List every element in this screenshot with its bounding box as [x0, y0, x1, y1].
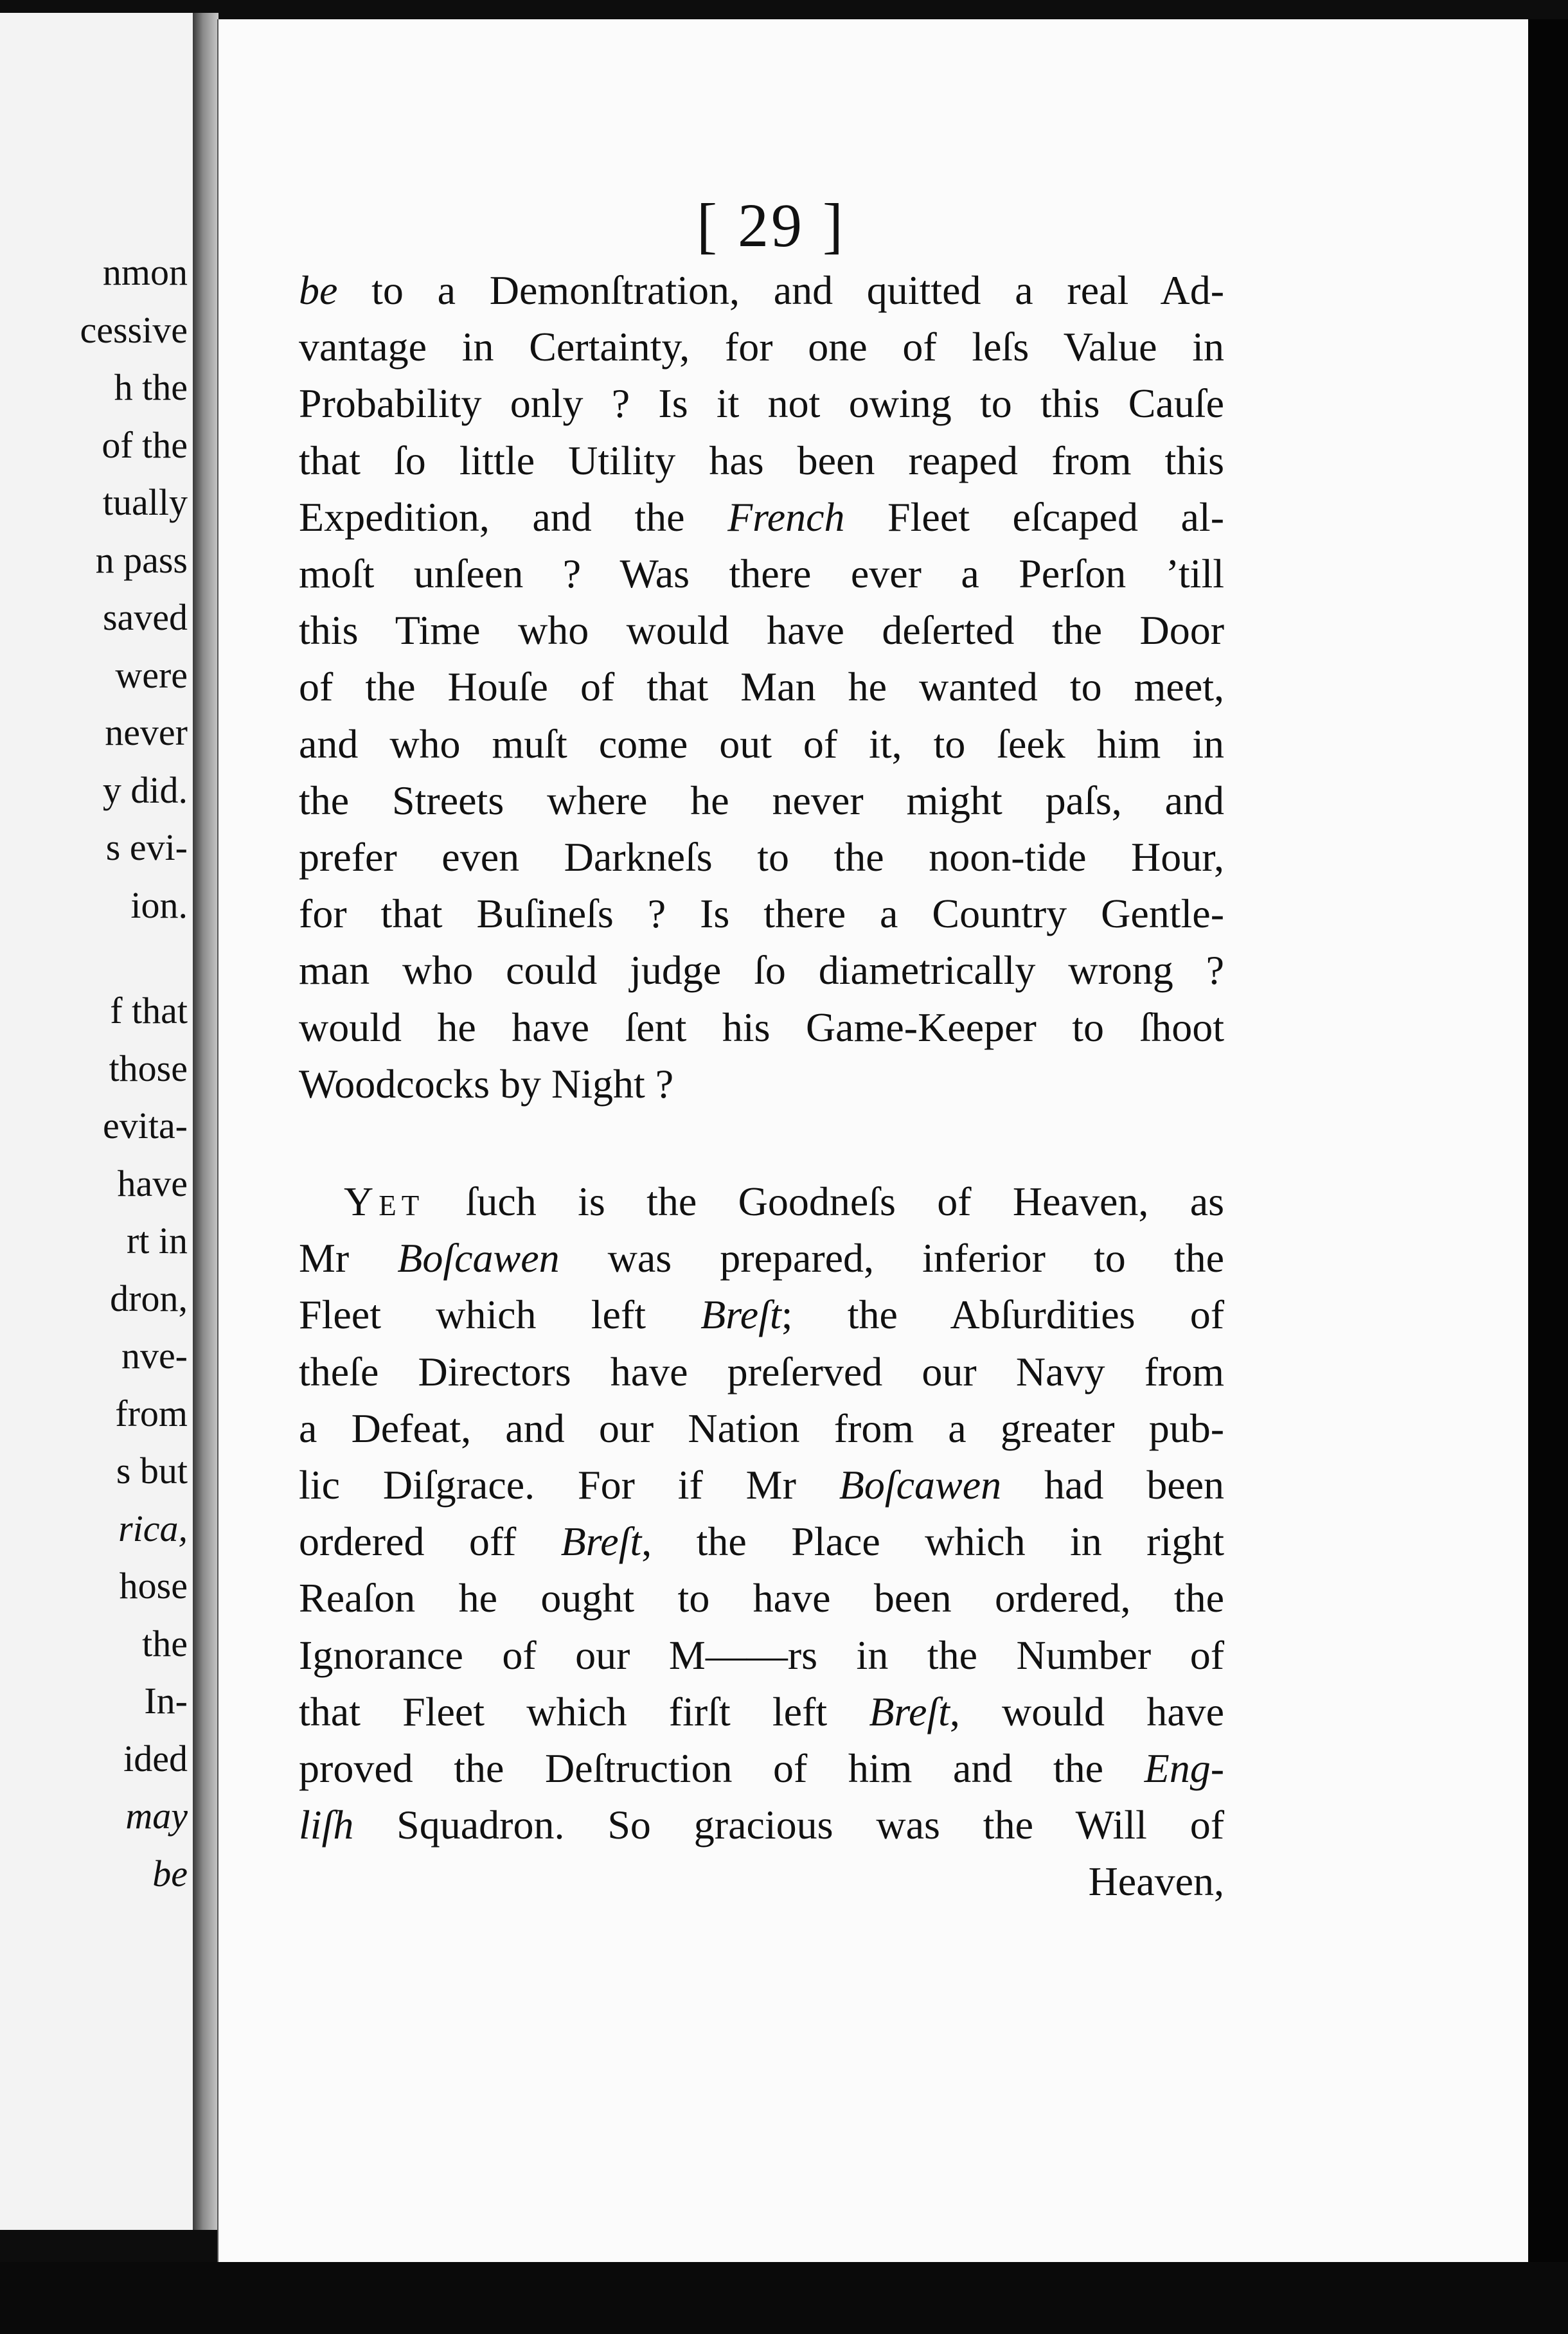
catchword: Heaven, — [1088, 1858, 1224, 1905]
left-page-text-fragment: be — [152, 1852, 188, 1894]
text-line — [299, 1292, 1224, 1338]
left-page-text-fragment: dron, — [110, 1277, 188, 1319]
text-line — [299, 1235, 1225, 1281]
italic-text: Boſcawen — [397, 1235, 560, 1281]
text-run: a Defeat, and our Nation from a greater pub- — [299, 1405, 1224, 1451]
text-run: Fleet eſcaped al- — [844, 494, 1224, 540]
text-run: Probability only ? Is it not owing to this Cauſe — [299, 380, 1224, 427]
text-line — [299, 891, 1224, 937]
text-line — [299, 326, 1224, 368]
text-run: theſe Directors have preſerved our Navy from — [299, 1348, 1224, 1394]
text-run: Mr — [299, 1235, 398, 1281]
text-run: moſt unſeen ? Was there ever a Perſon ’till — [299, 551, 1224, 596]
text-run: , the Place which in right — [641, 1519, 1225, 1565]
text-line — [299, 834, 1224, 880]
text-line — [299, 1632, 1224, 1678]
page-number: [ 29 ] — [697, 191, 846, 260]
text-run: prefer even Darkneſs to the noon-tide Hour, — [299, 834, 1224, 880]
text-line — [299, 1348, 1224, 1394]
text-run: , would have — [949, 1688, 1225, 1734]
text-run: Expedition, and the — [299, 494, 728, 540]
text-line — [299, 607, 1224, 654]
text-run: ; the Abſurdities of — [781, 1292, 1224, 1338]
text-run: Woodcocks by Night ? — [299, 1060, 674, 1107]
text-line — [299, 1575, 1224, 1621]
left-page-text-fragment: of the — [102, 423, 188, 466]
italic-text: Eng- — [1144, 1745, 1224, 1791]
text-run: of the Houſe of that Man he wanted to meet, — [299, 664, 1224, 710]
italic-text: Boſcawen — [839, 1462, 1002, 1508]
left-page-text-fragment: n pass — [95, 539, 188, 581]
text-line — [299, 720, 1224, 767]
left-page-text-fragment: saved — [102, 596, 188, 638]
text-line — [299, 1519, 1225, 1565]
left-page-text-fragment: f that — [110, 990, 188, 1031]
left-page-text-fragment: may — [125, 1795, 188, 1837]
text-run: would he have ſent his Game-Keeper to ſhoot — [299, 1004, 1224, 1050]
left-page-text-fragment: nmon — [102, 251, 188, 293]
italic-text: liſh — [299, 1802, 354, 1848]
text-run: the Streets where he never might paſs, and — [299, 777, 1224, 823]
left-page-text-fragment: h the — [114, 366, 188, 408]
text-line — [299, 1004, 1224, 1050]
text-line — [299, 437, 1224, 483]
italic-text: be — [299, 267, 338, 313]
text-line — [299, 1745, 1224, 1791]
text-line — [299, 777, 1224, 823]
text-line — [344, 1181, 1224, 1222]
left-page-text-fragment: evita- — [102, 1105, 188, 1146]
text-run: ſuch is the Goodneſs of Heaven, as — [424, 1179, 1224, 1224]
left-page-text-fragment: ided — [123, 1737, 188, 1779]
left-page-text-fragment: hose — [119, 1565, 188, 1607]
text-run: Reaſon he ought to have been ordered, the — [299, 1575, 1224, 1621]
text-line — [299, 494, 1224, 540]
left-page-text-fragment: rica, — [118, 1507, 188, 1549]
left-page-text-fragment: never — [105, 711, 188, 753]
left-page-text-fragment: s but — [116, 1450, 188, 1492]
scan-border — [0, 2262, 1568, 2334]
text-line — [299, 267, 1224, 313]
text-run: proved the Deſtruction of him and the — [299, 1745, 1145, 1791]
text-run: had been — [1001, 1462, 1224, 1508]
text-run: that ſo little Utility has been reaped from this — [299, 437, 1224, 483]
text-run: ordered off — [299, 1519, 561, 1565]
text-line — [299, 1462, 1224, 1508]
left-page-text-fragment: s evi- — [105, 826, 188, 868]
left-page-text-fragment: tually — [102, 481, 188, 523]
italic-text: Breſt — [700, 1292, 781, 1338]
left-page-text-fragment: rt in — [126, 1220, 188, 1261]
left-page-text-fragment: were — [115, 654, 188, 696]
text-run: to a Demonſtration, and quitted a real Ad- — [337, 267, 1224, 313]
left-page-text-fragment: y did. — [102, 769, 188, 811]
text-line — [299, 1060, 1224, 1107]
page-edge-shadow — [1528, 19, 1568, 2275]
left-page-text-fragment: those — [109, 1047, 188, 1089]
text-run: Fleet which left — [299, 1292, 701, 1338]
text-line — [299, 553, 1224, 594]
book-gutter — [193, 13, 218, 2230]
left-page-text-fragment: In- — [144, 1680, 188, 1722]
text-run: man who could judge ſo diametrically wrong ? — [299, 947, 1224, 993]
italic-text: Breſt — [560, 1519, 642, 1565]
left-page-text-fragment: nve- — [121, 1335, 188, 1376]
left-page-text-fragment: cessive — [80, 308, 188, 351]
left-page-text-fragment: have — [117, 1162, 188, 1204]
text-run: lic Diſgrace. For if Mr — [299, 1462, 839, 1508]
text-run: Ignorance of our M——rs in the Number of — [299, 1632, 1224, 1678]
text-run: for that Buſineſs ? Is there a Country Gentle- — [299, 891, 1224, 937]
left-page-text-fragment: ion. — [130, 884, 188, 926]
text-run: that Fleet which firſt left — [299, 1688, 869, 1734]
text-run: vantage in Certainty, for one of leſs Value in — [299, 324, 1224, 370]
text-run: this Time who would have deſerted the Door — [299, 607, 1224, 654]
text-line — [299, 380, 1224, 427]
text-run: was prepared, inferior to the — [559, 1235, 1225, 1281]
small-caps-text: Yet — [344, 1179, 425, 1224]
left-page-fragment — [0, 13, 195, 2230]
italic-text: Breſt — [869, 1688, 950, 1734]
text-line — [299, 947, 1224, 993]
text-line — [299, 666, 1224, 708]
text-line — [299, 1405, 1224, 1451]
text-run: and who muſt come out of it, to ſeek him in — [299, 720, 1224, 767]
text-line — [299, 1804, 1224, 1846]
left-page-text-fragment: from — [115, 1392, 188, 1434]
text-line — [299, 1688, 1225, 1734]
left-page-text-fragment: the — [142, 1622, 188, 1664]
text-run: Squadron. So gracious was the Will of — [353, 1802, 1224, 1848]
italic-text: French — [727, 494, 845, 540]
